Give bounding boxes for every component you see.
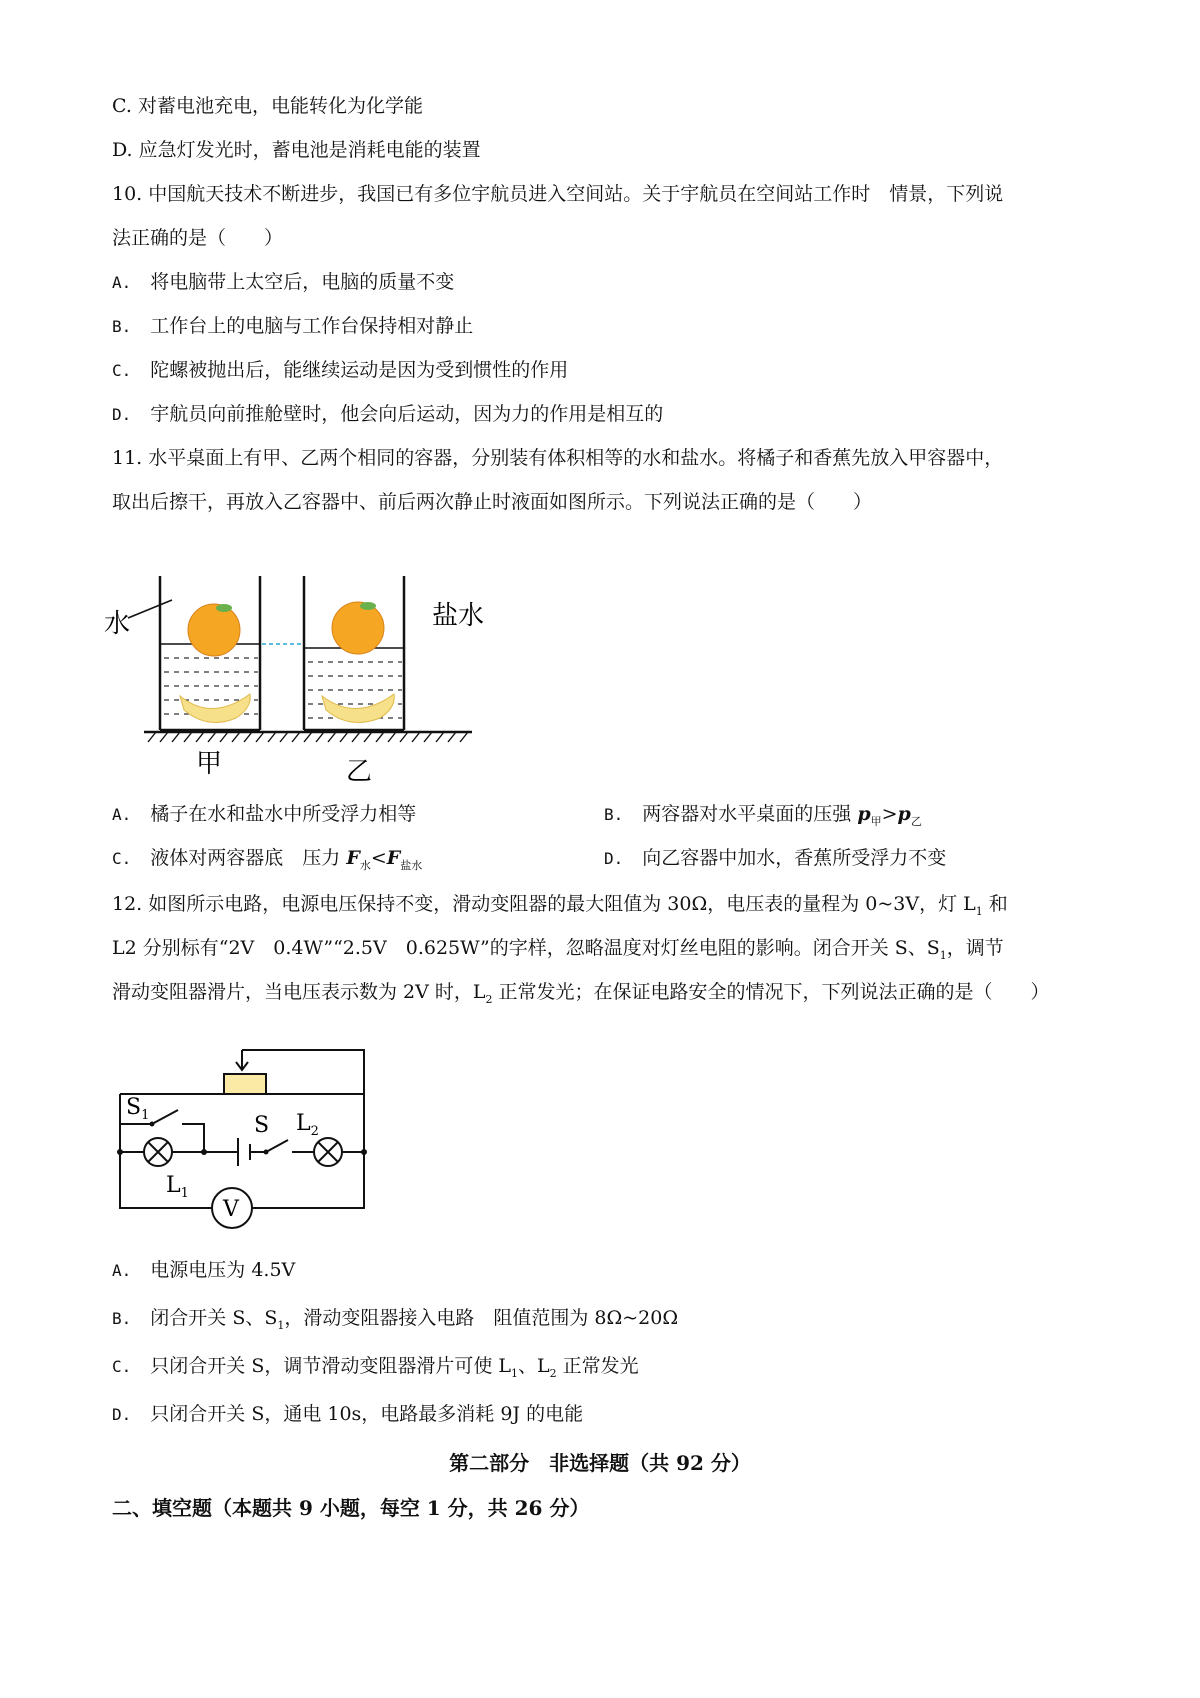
banana-jia [180, 694, 250, 723]
q11-option-c: C. 液体对两容器底 压力 $F_水<F_{盐水}$ [112, 847, 423, 872]
containers-figure [100, 572, 520, 792]
q12-option-b: B. 闭合开关 S、$S_1$，滑动变阻器接入电路 阻值范围为 8Ω~20Ω [112, 1307, 679, 1332]
q11-stem-line1: 11. 水平桌面上有甲、乙两个相同的容器，分别装有体积相等的水和盐水。将橘子和香蕉先放入甲容器中， [112, 447, 1004, 469]
q10-stem-line2: 法正确的是（ ） [112, 227, 284, 249]
orange-yi [332, 602, 384, 654]
label-v: V [223, 1197, 239, 1222]
q12-option-a: A. 电源电压为 4.5V [112, 1259, 296, 1281]
label-jia: 甲 [196, 749, 223, 779]
label-yi: 乙 [346, 757, 373, 787]
part-two-heading: 第二部分 非选择题（共 92 分） [449, 1451, 751, 1475]
section-two-heading: 二、填空题（本题共 9 小题，每空 1 分，共 26 分） [112, 1496, 590, 1520]
rheostat [224, 1074, 266, 1094]
q11-option-a: A. 橘子在水和盐水中所受浮力相等 [112, 803, 417, 825]
label-s: S [254, 1113, 270, 1138]
label-brine: 盐水 [432, 601, 485, 631]
label-l2: $L_2$ [296, 1111, 319, 1139]
q9-option-d: D. 应急灯发光时，蓄电池是消耗电能的装置 [112, 139, 481, 161]
q12-stem-line2: L2 分别标有“2V 0.4W”“2.5V 0.625W”的字样，忽略温度对灯丝电阻的影响。闭合开关 S、$S_1$，调节 [112, 937, 1004, 962]
label-water: 水 [104, 609, 131, 639]
q10-option-a: A. 将电脑带上太空后，电脑的质量不变 [112, 271, 455, 293]
q12-option-c: C. 只闭合开关 S，调节滑动变阻器滑片可使 $L_1$、$L_2$ 正常发光 [112, 1355, 639, 1380]
q11-option-b: B. 两容器对水平桌面的压强 $p_甲>p_乙$ [604, 803, 922, 828]
label-s1: $S_1$ [126, 1095, 150, 1123]
circuit-figure [112, 1040, 372, 1240]
label-l1: $L_1$ [166, 1173, 189, 1201]
q10-stem-line1: 10. 中国航天技术不断进步，我国已有多位宇航员进入空间站。关于宇航员在空间站工作时 情景，下列说 [112, 183, 1004, 205]
q10-option-c: C. 陀螺被抛出后，能继续运动是因为受到惯性的作用 [112, 359, 569, 381]
q10-option-d: D. 宇航员向前推舱壁时，他会向后运动，因为力的作用是相互的 [112, 403, 664, 425]
q11-option-d: D. 向乙容器中加水，香蕉所受浮力不变 [604, 847, 947, 869]
q12-stem-line1: 12. 如图所示电路，电源电压保持不变，滑动变阻器的最大阻值为 30Ω，电压表的量程为 0~3V，灯 $L_1$ 和 [112, 893, 1008, 918]
ground-hatch [148, 732, 468, 742]
q12-stem-line3: 滑动变阻器滑片，当电压表示数为 2V 时，$L_2$ 正常发光；在保证电路安全的情况下，下列说法正确的是（ ） [112, 981, 1050, 1006]
q11-stem-line2: 取出后擦干，再放入乙容器中、前后两次静止时液面如图所示。下列说法正确的是（ ） [112, 491, 873, 513]
q12-option-d: D. 只闭合开关 S，通电 10s，电路最多消耗 9J 的电能 [112, 1403, 584, 1425]
orange-jia [188, 604, 240, 656]
q9-option-c: C. 对蓄电池充电，电能转化为化学能 [112, 95, 423, 117]
q10-option-b: B. 工作台上的电脑与工作台保持相对静止 [112, 315, 474, 337]
